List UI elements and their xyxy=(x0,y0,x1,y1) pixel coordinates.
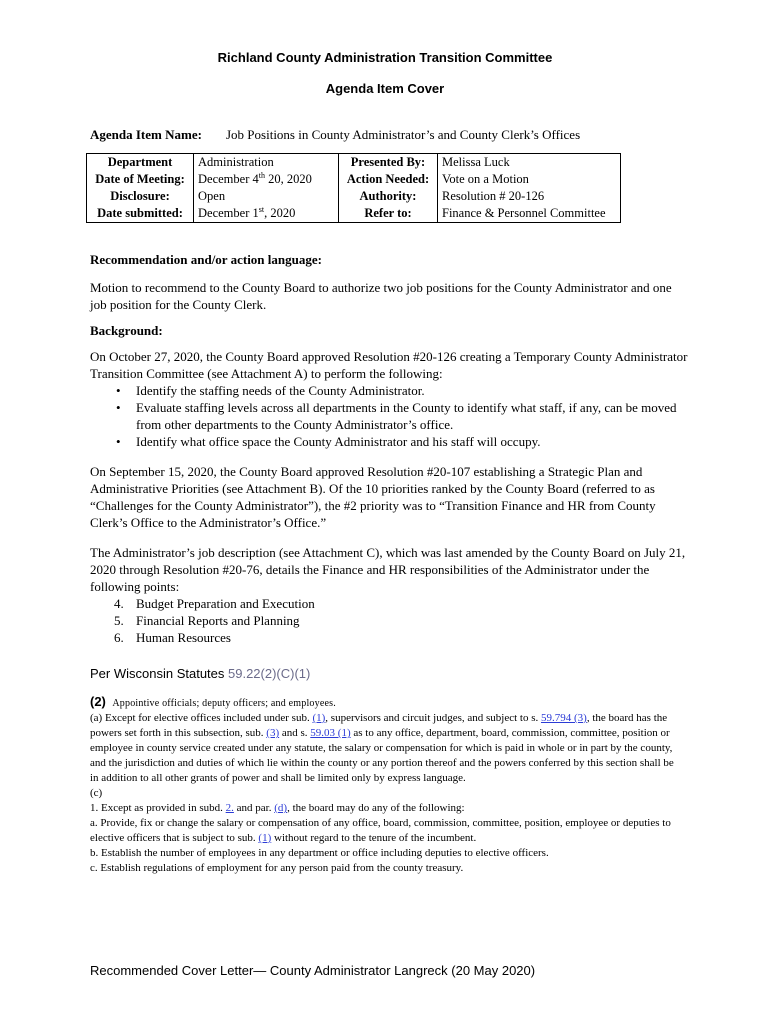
refer-to-value: Finance & Personnel Committee xyxy=(442,206,606,220)
statute-link[interactable]: 59.794 (3) xyxy=(540,712,587,724)
agenda-item-name xyxy=(90,127,581,143)
disclosure-label: Disclosure: xyxy=(110,189,170,203)
statute-item-a: a. Provide, fix or change the salary or compensation of any office, board, commission, committee, position, employee or deputies to elective officers that is subject to sub. (1) without regard to the tenure of the incumbent. xyxy=(90,817,671,844)
authority-value: Resolution # 20-126 xyxy=(442,189,545,203)
meta-values-right xyxy=(438,154,621,223)
statute-link[interactable]: (1) xyxy=(312,712,326,724)
agenda-item-value: Job Positions in County Administrator’s and County Clerk’s Offices xyxy=(226,127,581,142)
statute-number: 59.22(2)(C)(1) xyxy=(228,666,311,681)
department-value: Administration xyxy=(198,155,274,169)
action-needed-label: Action Needed: xyxy=(346,172,430,186)
list-item: • Identify what office space the County Administrator and his staff will occupy. xyxy=(136,433,690,450)
agenda-meta-table xyxy=(86,153,621,223)
statute-prefix: Per Wisconsin Statutes xyxy=(90,666,228,681)
page-footer: Recommended Cover Letter— County Administrator Langreck (20 May 2020) xyxy=(90,963,536,978)
background-intro: On October 27, 2020, the County Board approved Resolution #20-126 creating a Temporary County Administrator Transition Committee (see Attachment A) to perform the following: xyxy=(90,349,688,381)
meeting-date-value: December 4th 20, 2020 xyxy=(198,170,312,186)
background-paragraph-2: On September 15, 2020, the County Board approved Resolution #20-107 establishing a Strategic Plan and Administrative Priorities (see Attachment B). Of the 10 priorities ranked by the County Board (referred to as “Challenges for the County Administrator”), the #2 priority was to “Transition Finance and HR from County Clerk’s Office to the Administrator’s Office.” xyxy=(90,464,656,530)
statute-text xyxy=(90,694,680,876)
document-subtitle: Agenda Item Cover xyxy=(325,81,445,96)
statute-paragraph-a: (a) Except for elective offices included under sub. (1), supervisors and circuit judges, and subject to s. 59.794 (3), the board has the powers set forth in this subsection, sub. (3) and s. 59.03 (1) as to any office, department, board, commission, committee, position or employee in county service created under any statute, the salary or compensation for which is paid in whole or in part by the county, and the jurisdiction and duties of which lie within the county or any portion thereof and the powers conferred by this section shall be in addition to all other grants of power and shall be limited only by express language. xyxy=(90,712,674,784)
presented-by-label: Presented By: xyxy=(350,155,426,169)
responsibility-list xyxy=(90,595,690,646)
agenda-item-label: Agenda Item Name: xyxy=(90,127,202,142)
date-submitted-value: December 1st, 2020 xyxy=(198,204,296,220)
refer-to-label: Refer to: xyxy=(364,206,412,220)
meta-labels-left xyxy=(87,154,194,223)
statute-reference xyxy=(90,666,310,681)
table-row xyxy=(87,154,621,223)
statute-subdivision-1: 1. Except as provided in subd. 2. and par. (d), the board may do any of the following: xyxy=(90,802,465,814)
department-label: Department xyxy=(107,155,173,169)
list-item: 5. Financial Reports and Planning xyxy=(114,613,300,628)
statute-link[interactable]: (d) xyxy=(274,802,288,814)
meeting-date-label: Date of Meeting: xyxy=(95,172,185,186)
recommendation-text: Motion to recommend to the County Board to authorize two job positions for the County Administrator and one job position for the County Clerk. xyxy=(90,280,672,312)
meta-labels-right xyxy=(339,154,438,223)
authority-label: Authority: xyxy=(359,189,417,203)
disclosure-value: Open xyxy=(198,189,226,203)
statute-link[interactable]: 2. xyxy=(225,802,234,814)
background-bullet-list xyxy=(90,382,690,450)
list-item: • Identify the staffing needs of the County Administrator. xyxy=(136,382,690,399)
list-item: 4. Budget Preparation and Execution xyxy=(114,596,315,611)
statute-link[interactable]: (1) xyxy=(258,832,272,844)
statute-heading: (2) Appointive officials; deputy officers; and employees. xyxy=(90,694,336,709)
recommendation-heading: Recommendation and/or action language: xyxy=(90,252,322,267)
document-title: Richland County Administration Transition Committee xyxy=(217,50,553,65)
background-paragraph-3: The Administrator’s job description (see Attachment C), which was last amended by the County Board on July 21, 2020 through Resolution #20-76, details the Finance and HR responsibilities of the Administrator under the following points: xyxy=(90,545,686,594)
list-item: 6. Human Resources xyxy=(114,630,231,645)
meta-values-left xyxy=(194,154,339,223)
statute-item-c: c. Establish regulations of employment for any person paid from the county treasury. xyxy=(90,862,464,874)
background-heading: Background: xyxy=(90,323,163,338)
statute-link[interactable]: (3) xyxy=(266,727,280,739)
statute-paragraph-c: (c) xyxy=(90,787,103,799)
statute-item-b: b. Establish the number of employees in any department or office including deputies to elective officers. xyxy=(90,847,549,859)
date-submitted-label: Date submitted: xyxy=(97,206,183,220)
presented-by-value: Melissa Luck xyxy=(442,155,510,169)
statute-link[interactable]: 59.03 (1) xyxy=(310,727,351,739)
action-needed-value: Vote on a Motion xyxy=(442,172,529,186)
list-item: • Evaluate staffing levels across all departments in the County to identify what staff, if any, can be moved from other departments to the County Administrator’s office. xyxy=(136,399,690,433)
recommendation-section xyxy=(90,251,690,646)
